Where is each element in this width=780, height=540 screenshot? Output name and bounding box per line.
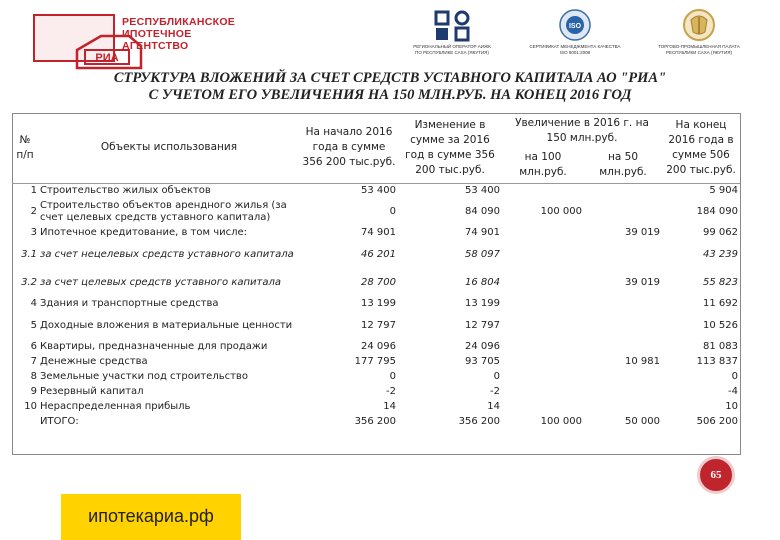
cell-end: 184 090 (696, 205, 738, 217)
cell-end: 10 (725, 401, 738, 413)
cell-name: за счет целевых средств уставного капитала (40, 276, 282, 288)
cell-change: 84 090 (465, 205, 500, 217)
cell-inc50 (584, 183, 662, 198)
cell-end: 10 526 (703, 319, 738, 331)
partner-caption: ISO 9001:2008 (559, 50, 591, 55)
table-row (12, 370, 740, 385)
table-row (12, 198, 740, 226)
header-end: На конец 2016 года в сумме 506 200 тыс.руб. (662, 113, 740, 183)
partner-dom-rf (400, 8, 504, 56)
cell-end: 113 837 (696, 356, 738, 368)
cell-num: 10 (24, 401, 37, 413)
page-number-badge: 65 (697, 456, 735, 494)
chamber-emblem-icon (681, 8, 717, 42)
header-start: На начало 2016 года в сумме 356 200 тыс.руб. (300, 113, 398, 183)
partner-caption: ТОРГОВО-ПРОМЫШЛЕННАЯ ПАЛАТА (658, 44, 740, 49)
header-inc-50: на 50 млн.руб. (584, 148, 662, 183)
cell-change: 16 804 (465, 276, 500, 288)
cell-end: 0 (731, 371, 738, 383)
cell-start: 356 200 (354, 416, 396, 428)
cell-name: Строительство жилых объектов (40, 184, 211, 196)
cell-change: 74 901 (465, 227, 500, 239)
cell-name: Ипотечное кредитование, в том числе: (40, 227, 248, 239)
cell-name: Квартиры, предназначенные для продажи (40, 341, 268, 353)
partner-caption: СЕРТИФИКАТ МЕНЕДЖМЕНТА КАЧЕСТВА (529, 44, 621, 49)
cell-change: 58 097 (465, 248, 500, 260)
iso-seal-icon (557, 8, 593, 42)
cell-inc50 (584, 370, 662, 385)
cell-inc100 (502, 400, 584, 415)
cell-start: 177 795 (354, 356, 396, 368)
cell-num: 1 (30, 184, 37, 196)
partner-chamber (645, 8, 753, 56)
cell-num: 3.2 (21, 276, 37, 288)
cell-name: Доходные вложения в материальные ценности (40, 319, 293, 331)
cell-num: 2 (30, 205, 37, 217)
cell-inc100 (502, 269, 584, 297)
cell-end: 5 904 (709, 184, 738, 196)
cell-num: 6 (30, 341, 37, 353)
table-body (12, 183, 740, 430)
cell-inc100 (502, 340, 584, 355)
cell-inc50 (584, 297, 662, 312)
footer-site-link[interactable]: ипотекариа.рф (61, 494, 241, 540)
table-row (12, 385, 740, 400)
cell-start: 24 096 (361, 341, 396, 353)
cell-start: 74 901 (361, 227, 396, 239)
cell-start: 0 (389, 205, 396, 217)
cell-inc100: 100 000 (540, 416, 582, 428)
cell-name: Земельные участки под строительство (40, 371, 248, 383)
cell-name: Нераспределенная прибыль (40, 401, 191, 413)
company-name-line: ИПОТЕЧНОЕ (122, 28, 192, 40)
cell-change: 93 705 (465, 356, 500, 368)
cell-inc50: 39 019 (625, 227, 660, 239)
cell-end: 11 692 (703, 298, 738, 310)
cell-change: 14 (487, 401, 500, 413)
cell-inc50 (584, 400, 662, 415)
cell-num: 7 (30, 356, 37, 368)
iso-mark: ISO (568, 23, 582, 30)
cell-name: Строительство объектов арендного жилья (за счет целевых средств уставного капитала) (40, 199, 287, 223)
cell-inc50 (584, 385, 662, 400)
cell-inc100 (502, 385, 584, 400)
cell-change: 0 (493, 371, 500, 383)
slide-title (0, 70, 780, 104)
cell-change: -2 (490, 386, 500, 398)
cell-inc100 (502, 226, 584, 241)
cell-inc100 (502, 183, 584, 198)
logo-mark: РИА (95, 52, 119, 64)
cell-num: 9 (30, 386, 37, 398)
cell-inc50 (584, 340, 662, 355)
title-line-1: СТРУКТУРА ВЛОЖЕНИЙ ЗА СЧЕТ СРЕДСТВ УСТАВНОГО КАПИТАЛА АО "РИА" (113, 70, 667, 86)
header-increase: Увеличение в 2016 г. на 150 млн.руб. (515, 116, 649, 144)
partner-caption: РЕСПУБЛИКИ САХА (ЯКУТИЯ) (665, 50, 732, 55)
cell-end: 55 823 (703, 276, 738, 288)
cell-end: 99 062 (703, 227, 738, 239)
cell-num: 8 (30, 371, 37, 383)
cell-change: 24 096 (465, 341, 500, 353)
header-change: Изменение в сумме за 2016 год в сумме 356 200 тыс.руб. (398, 113, 502, 183)
cell-inc50: 10 981 (625, 356, 660, 368)
partner-caption: РЕГИОНАЛЬНЫЙ ОПЕРАТОР АИЖК (413, 44, 491, 49)
cell-inc50 (584, 198, 662, 226)
cell-num: 5 (30, 319, 37, 331)
cell-inc100 (502, 370, 584, 385)
cell-change: 13 199 (465, 298, 500, 310)
table-row (12, 400, 740, 415)
cell-start: 0 (389, 371, 396, 383)
cell-inc100 (502, 355, 584, 370)
partner-iso (520, 8, 630, 56)
cell-start: 14 (383, 401, 396, 413)
cell-end: 81 083 (703, 341, 738, 353)
cell-change: 53 400 (465, 184, 500, 196)
cell-end: -4 (728, 386, 738, 398)
cell-name: Резервный капитал (40, 386, 144, 398)
company-name-line: АГЕНТСТВО (122, 40, 189, 52)
table-row (12, 355, 740, 370)
cell-end: 43 239 (703, 248, 738, 260)
cell-change: 12 797 (465, 319, 500, 331)
cell-change: 356 200 (458, 416, 500, 428)
company-name (122, 16, 282, 52)
cell-start: 12 797 (361, 319, 396, 331)
cell-name: ИТОГО: (40, 416, 79, 428)
cell-inc100: 100 000 (540, 205, 582, 217)
table-row (12, 241, 740, 269)
header-object: Объекты использования (38, 113, 300, 183)
partner-caption: ПО РЕСПУБЛИКЕ САХА (ЯКУТИЯ) (415, 50, 489, 55)
cell-inc50: 39 019 (625, 276, 660, 288)
company-logo (33, 14, 119, 64)
cell-start: 46 201 (361, 248, 396, 260)
cell-end: 506 200 (696, 416, 738, 428)
cell-num: 3 (30, 227, 37, 239)
table-row (12, 340, 740, 355)
table-row (12, 269, 740, 297)
dom-rf-logo-icon (432, 8, 472, 42)
cell-num: 4 (30, 298, 37, 310)
cell-inc50 (584, 241, 662, 269)
cell-inc100 (502, 312, 584, 340)
table-row (12, 183, 740, 198)
cell-inc100 (502, 241, 584, 269)
header-inc-100: на 100 млн.руб. (502, 148, 584, 183)
header-num: № п/п (12, 113, 38, 183)
table-row (12, 415, 740, 430)
cell-inc50: 50 000 (625, 416, 660, 428)
title-line-2: С УЧЕТОМ ЕГО УВЕЛИЧЕНИЯ НА 150 МЛН.РУБ. НА КОНЕЦ 2016 ГОД (148, 87, 632, 103)
investment-structure-table (12, 113, 740, 430)
cell-num: 3.1 (21, 248, 37, 260)
cell-name: Денежные средства (40, 356, 148, 368)
cell-num (12, 415, 38, 430)
cell-inc100 (502, 297, 584, 312)
cell-start: 13 199 (361, 298, 396, 310)
company-name-line: РЕСПУБЛИКАНСКОЕ (122, 16, 236, 28)
table-row (12, 226, 740, 241)
cell-name: за счет нецелевых средств уставного капитала (40, 248, 294, 260)
table-row (12, 297, 740, 312)
cell-name: Здания и транспортные средства (40, 298, 219, 310)
cell-start: -2 (386, 386, 396, 398)
cell-inc50 (584, 312, 662, 340)
cell-start: 53 400 (361, 184, 396, 196)
cell-start: 28 700 (361, 276, 396, 288)
table-row (12, 312, 740, 340)
